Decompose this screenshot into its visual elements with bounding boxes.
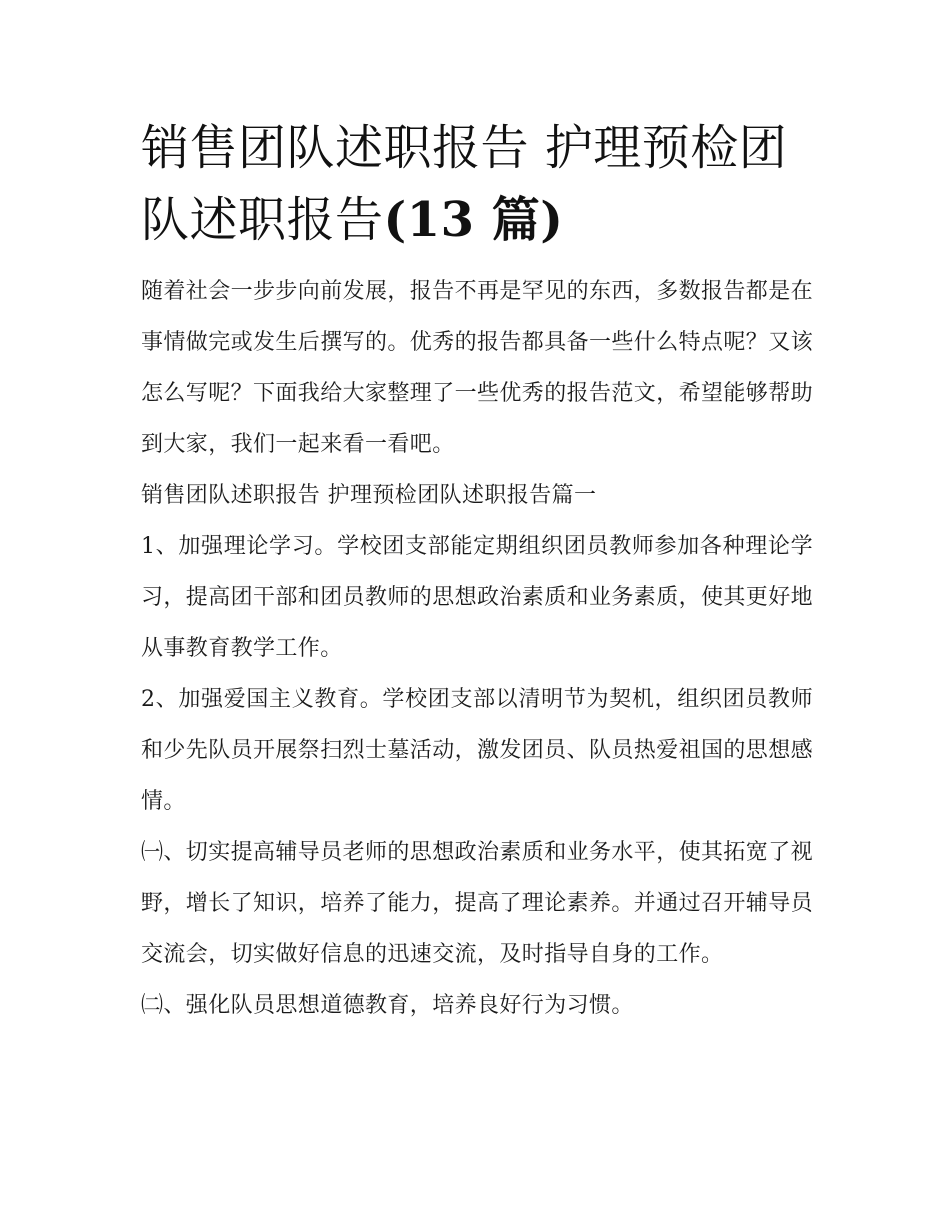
intro-paragraph: 随着社会一步步向前发展，报告不再是罕见的东西，多数报告都是在事情做完或发生后撰写的。优秀的报告都具备一些什么特点呢？又该怎么写呢？下面我给大家整理了一些优秀的报告范文，希望能够帮助到大家，我们一起来看一看吧。	[141, 279, 814, 457]
section-heading: 销售团队述职报告 护理预检团队述职报告篇一	[141, 483, 597, 508]
paragraph-item-3: ㈠、切实提高辅导员老师的思想政治素质和业务水平，使其拓宽了视野，增长了知识，培养了能力，提高了理论素养。并通过召开辅导员交流会，切实做好信息的迅速交流，及时指导自身的工作。	[141, 840, 814, 967]
paragraph-item-1: 1、加强理论学习。学校团支部能定期组织团员教师参加各种理论学习，提高团干部和团员教师的思想政治素质和业务素质，使其更好地从事教育教学工作。	[141, 534, 814, 661]
document-title	[141, 112, 813, 256]
title-suffix: (13 篇)	[383, 192, 564, 248]
title-main: 销售团队述职报告 护理预检团队述职报告	[141, 120, 788, 248]
document-body	[141, 112, 813, 1031]
paragraph-item-2: 2、加强爱国主义教育。学校团支部以清明节为契机，组织团员教师和少先队员开展祭扫烈士墓活动，激发团员、队员热爱祖国的思想感情。	[141, 687, 814, 814]
paragraph-item-4: ㈡、强化队员思想道德教育，培养良好行为习惯。	[141, 993, 634, 1018]
